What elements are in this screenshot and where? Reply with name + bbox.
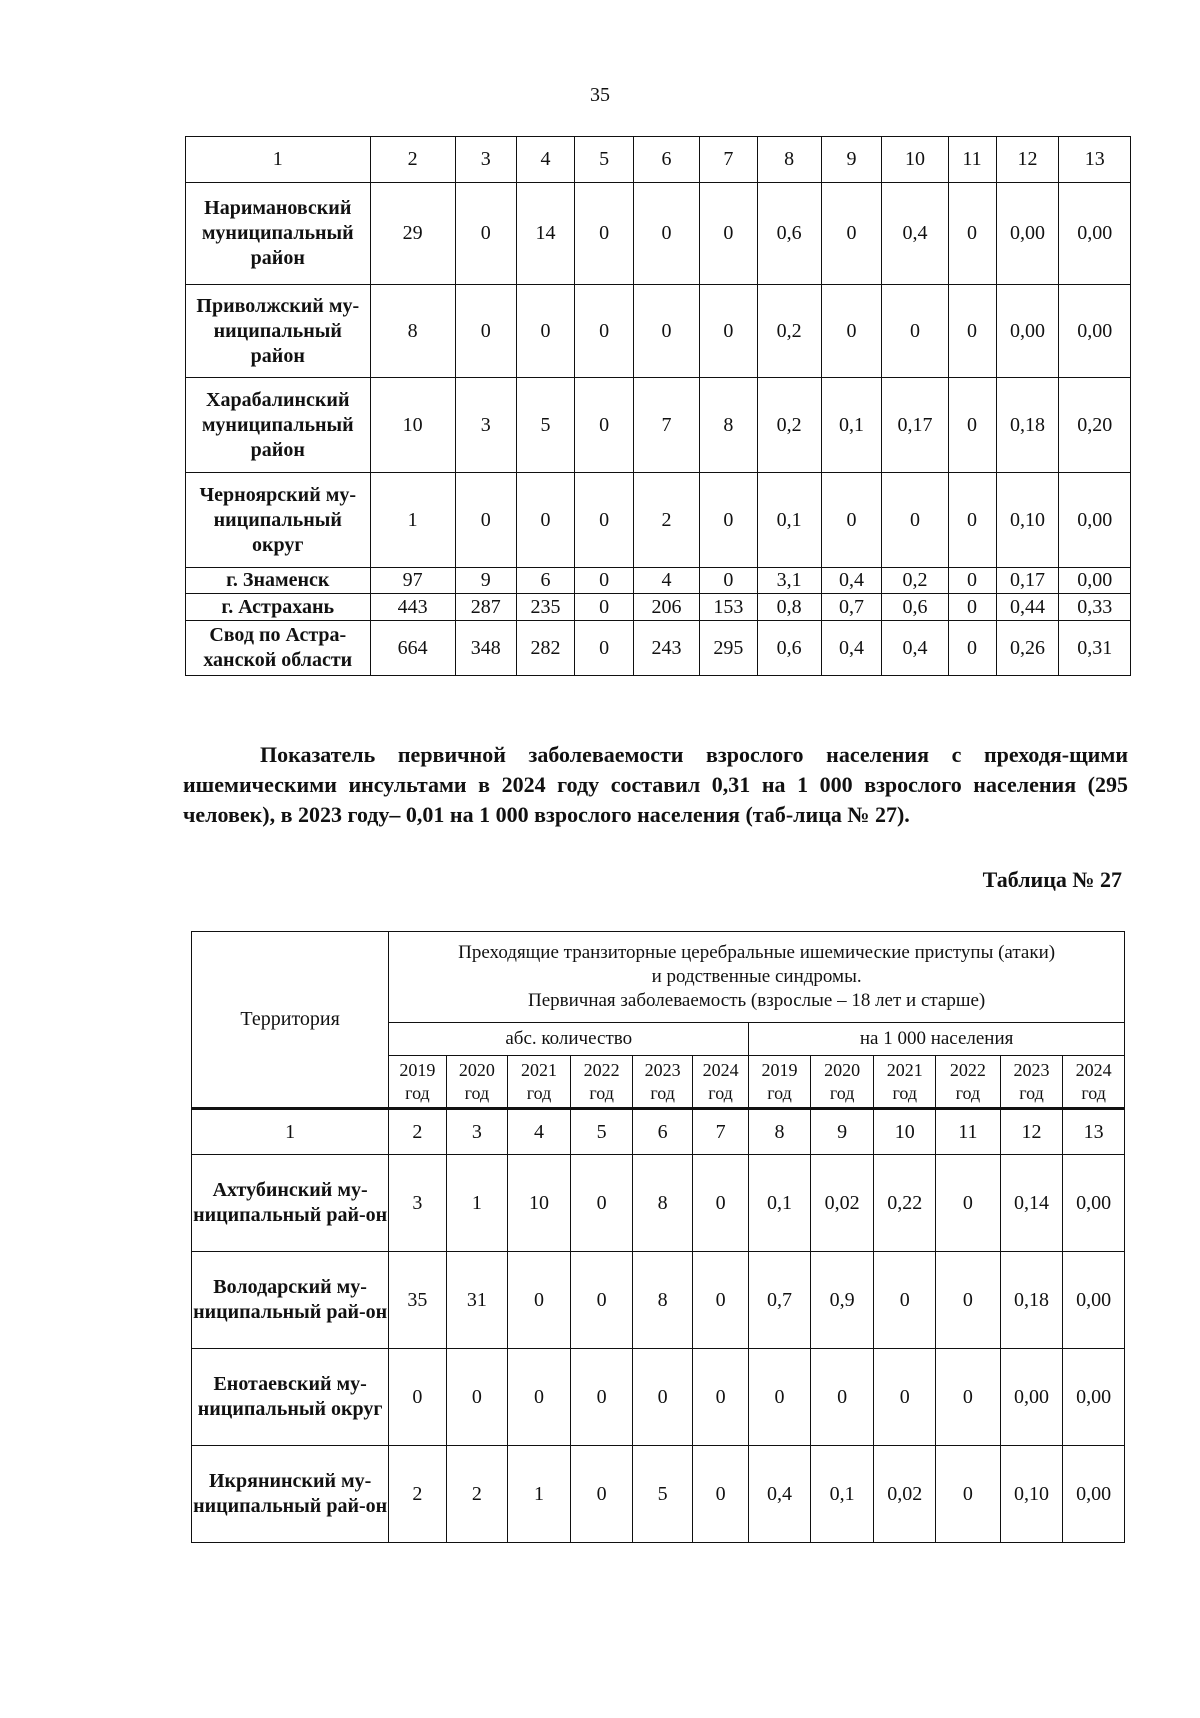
- value-cell: 0: [948, 568, 996, 594]
- value-cell: 0: [575, 378, 634, 473]
- value-cell: 0: [948, 183, 996, 285]
- per-1000-header: на 1 000 населения: [749, 1023, 1125, 1056]
- year-header: [749, 1056, 811, 1109]
- year-header: [1063, 1056, 1125, 1109]
- value-cell: 0,00: [1059, 568, 1131, 594]
- value-cell: 0,1: [821, 378, 882, 473]
- value-cell: 1: [508, 1446, 571, 1543]
- column-number: 2: [389, 1109, 446, 1155]
- value-cell: 4: [633, 568, 699, 594]
- year-value: 2023: [1013, 1059, 1050, 1080]
- title-line-1: Преходящие транзиторные церебральные ишемические приступы (атаки): [458, 942, 1056, 963]
- value-cell: 0,22: [874, 1155, 936, 1252]
- value-cell: 0: [570, 1446, 633, 1543]
- value-cell: 9: [455, 568, 516, 594]
- column-number: 6: [633, 137, 699, 183]
- value-cell: 153: [700, 594, 758, 621]
- value-cell: 0,44: [996, 594, 1059, 621]
- column-number: 1: [186, 137, 371, 183]
- value-cell: 0,00: [1063, 1252, 1125, 1349]
- territory-cell: Енотаевский му-ниципальный округ: [192, 1349, 389, 1446]
- column-number: 7: [692, 1109, 748, 1155]
- value-cell: 0: [570, 1349, 633, 1446]
- year-suffix: год: [589, 1082, 614, 1103]
- page-number: 35: [590, 84, 610, 106]
- year-header: [508, 1056, 571, 1109]
- table-row: [186, 568, 1131, 594]
- table-row: [186, 594, 1131, 621]
- value-cell: 0,17: [996, 568, 1059, 594]
- value-cell: 0,00: [1059, 285, 1131, 378]
- territory-cell: Харабалинский муниципальный район: [186, 378, 371, 473]
- year-suffix: год: [955, 1082, 981, 1103]
- year-suffix: год: [464, 1082, 490, 1103]
- value-cell: 0: [633, 183, 699, 285]
- year-value: 2020: [458, 1059, 495, 1080]
- value-cell: 0: [874, 1349, 936, 1446]
- value-cell: 0,14: [1000, 1155, 1063, 1252]
- value-cell: 8: [370, 285, 455, 378]
- value-cell: 1: [370, 473, 455, 568]
- value-cell: 3: [455, 378, 516, 473]
- value-cell: 0,2: [882, 568, 948, 594]
- column-number: 4: [516, 137, 575, 183]
- year-header: [633, 1056, 692, 1109]
- year-value: 2021: [886, 1059, 923, 1080]
- year-suffix: год: [708, 1082, 733, 1103]
- column-number: 13: [1063, 1109, 1125, 1155]
- value-cell: 0,2: [757, 378, 821, 473]
- year-suffix: год: [405, 1082, 430, 1103]
- value-cell: 0,00: [996, 183, 1059, 285]
- territory-cell: Икрянинский му-ниципальный рай-он: [192, 1446, 389, 1543]
- value-cell: 0,8: [757, 594, 821, 621]
- value-cell: 0: [948, 594, 996, 621]
- value-cell: 0,17: [882, 378, 948, 473]
- value-cell: 0,02: [874, 1446, 936, 1543]
- year-suffix: год: [767, 1082, 792, 1103]
- column-number: 11: [948, 137, 996, 183]
- value-cell: 0: [700, 285, 758, 378]
- value-cell: 14: [516, 183, 575, 285]
- value-cell: 348: [455, 621, 516, 676]
- value-cell: 29: [370, 183, 455, 285]
- value-cell: 35: [389, 1252, 446, 1349]
- table-row: [192, 1446, 1125, 1543]
- value-cell: 0: [948, 285, 996, 378]
- column-number: 10: [882, 137, 948, 183]
- value-cell: 0,4: [821, 568, 882, 594]
- value-cell: 0,00: [1063, 1155, 1125, 1252]
- territory-cell: Черноярский му-ниципальный округ: [186, 473, 371, 568]
- value-cell: 0: [936, 1155, 1001, 1252]
- value-cell: 31: [446, 1252, 508, 1349]
- value-cell: 443: [370, 594, 455, 621]
- column-number: 6: [633, 1109, 692, 1155]
- value-cell: 0,6: [882, 594, 948, 621]
- column-number-row: [192, 1109, 1125, 1155]
- value-cell: 10: [370, 378, 455, 473]
- value-cell: 0: [948, 378, 996, 473]
- title-line-3: Первичная заболеваемость (взрослые – 18 лет и старше): [527, 990, 986, 1011]
- value-cell: 0,18: [996, 378, 1059, 473]
- year-header: [810, 1056, 874, 1109]
- value-cell: 0: [575, 473, 634, 568]
- value-cell: 0: [948, 473, 996, 568]
- value-cell: 0: [446, 1349, 508, 1446]
- year-header: [570, 1056, 633, 1109]
- table-row: [186, 285, 1131, 378]
- value-cell: 0,9: [810, 1252, 874, 1349]
- year-value: 2022: [949, 1059, 986, 1080]
- value-cell: 0: [882, 285, 948, 378]
- year-suffix: год: [526, 1082, 552, 1103]
- value-cell: 0,2: [757, 285, 821, 378]
- column-number: 12: [996, 137, 1059, 183]
- value-cell: 0,26: [996, 621, 1059, 676]
- year-value: 2024: [702, 1059, 739, 1080]
- value-cell: 0: [455, 285, 516, 378]
- value-cell: 0: [692, 1252, 748, 1349]
- value-cell: 0,00: [996, 285, 1059, 378]
- value-cell: 0,00: [1000, 1349, 1063, 1446]
- value-cell: 0,00: [1063, 1349, 1125, 1446]
- value-cell: 3: [389, 1155, 446, 1252]
- table-row: [192, 1155, 1125, 1252]
- column-number: 12: [1000, 1109, 1063, 1155]
- year-suffix: год: [1081, 1082, 1106, 1103]
- column-number: 9: [821, 137, 882, 183]
- table-row: [186, 621, 1131, 676]
- value-cell: 0,7: [749, 1252, 811, 1349]
- value-cell: 0,31: [1059, 621, 1131, 676]
- territory-cell: Свод по Астра-ханской области: [186, 621, 371, 676]
- year-header: [1000, 1056, 1063, 1109]
- column-number: 11: [936, 1109, 1001, 1155]
- year-header: [692, 1056, 748, 1109]
- value-cell: 0,6: [757, 183, 821, 285]
- year-header: [446, 1056, 508, 1109]
- column-number: 3: [455, 137, 516, 183]
- value-cell: 0,33: [1059, 594, 1131, 621]
- table-continuation: [185, 136, 1131, 676]
- column-number: 5: [570, 1109, 633, 1155]
- value-cell: 282: [516, 621, 575, 676]
- table-row: [186, 473, 1131, 568]
- year-header: [874, 1056, 936, 1109]
- value-cell: 0: [570, 1252, 633, 1349]
- value-cell: 0,00: [1059, 183, 1131, 285]
- year-value: 2022: [583, 1059, 620, 1080]
- value-cell: 0: [700, 183, 758, 285]
- value-cell: 0,20: [1059, 378, 1131, 473]
- column-number: 7: [700, 137, 758, 183]
- value-cell: 0,4: [882, 183, 948, 285]
- column-number: 4: [508, 1109, 571, 1155]
- value-cell: 0,1: [810, 1446, 874, 1543]
- value-cell: 0: [821, 183, 882, 285]
- value-cell: 6: [516, 568, 575, 594]
- value-cell: 0: [455, 183, 516, 285]
- column-number-row: [186, 137, 1131, 183]
- column-number: 5: [575, 137, 634, 183]
- value-cell: 2: [633, 473, 699, 568]
- value-cell: 0: [936, 1446, 1001, 1543]
- year-suffix: год: [829, 1082, 855, 1103]
- value-cell: 0,02: [810, 1155, 874, 1252]
- value-cell: 0: [508, 1252, 571, 1349]
- value-cell: 7: [633, 378, 699, 473]
- territory-header: Территория: [192, 932, 389, 1109]
- territory-cell: Приволжский му-ниципальный район: [186, 285, 371, 378]
- value-cell: 0,00: [1059, 473, 1131, 568]
- value-cell: 0: [700, 473, 758, 568]
- value-cell: 0: [455, 473, 516, 568]
- table-row: [186, 183, 1131, 285]
- value-cell: 0: [575, 285, 634, 378]
- value-cell: 0: [570, 1155, 633, 1252]
- column-number: 3: [446, 1109, 508, 1155]
- value-cell: 287: [455, 594, 516, 621]
- territory-cell: Ахтубинский му-ниципальный рай-он: [192, 1155, 389, 1252]
- value-cell: 0: [821, 285, 882, 378]
- table-row: [192, 1252, 1125, 1349]
- value-cell: 0: [633, 1349, 692, 1446]
- value-cell: 1: [446, 1155, 508, 1252]
- value-cell: 0,6: [757, 621, 821, 676]
- territory-cell: г. Астрахань: [186, 594, 371, 621]
- value-cell: 295: [700, 621, 758, 676]
- value-cell: 0: [692, 1349, 748, 1446]
- value-cell: 0: [821, 473, 882, 568]
- value-cell: 0: [692, 1155, 748, 1252]
- value-cell: 0,18: [1000, 1252, 1063, 1349]
- column-number: 10: [874, 1109, 936, 1155]
- value-cell: 0,7: [821, 594, 882, 621]
- table-row: [186, 378, 1131, 473]
- value-cell: 0: [700, 568, 758, 594]
- value-cell: 0: [692, 1446, 748, 1543]
- value-cell: 3,1: [757, 568, 821, 594]
- year-suffix: год: [650, 1082, 675, 1103]
- value-cell: 0,1: [757, 473, 821, 568]
- value-cell: 8: [700, 378, 758, 473]
- table-27: [191, 931, 1125, 1543]
- value-cell: 97: [370, 568, 455, 594]
- territory-cell: Володарский му-ниципальный рай-он: [192, 1252, 389, 1349]
- abs-count-header: абс. количество: [389, 1023, 749, 1056]
- territory-cell: г. Знаменск: [186, 568, 371, 594]
- value-cell: 0: [575, 568, 634, 594]
- value-cell: 664: [370, 621, 455, 676]
- table-caption: Таблица № 27: [982, 867, 1122, 892]
- value-cell: 0,1: [749, 1155, 811, 1252]
- value-cell: 0,00: [1063, 1446, 1125, 1543]
- value-cell: 0: [948, 621, 996, 676]
- value-cell: 0: [810, 1349, 874, 1446]
- value-cell: 0: [389, 1349, 446, 1446]
- column-number: 8: [749, 1109, 811, 1155]
- table-row: [192, 1349, 1125, 1446]
- value-cell: 0: [516, 285, 575, 378]
- column-number: 13: [1059, 137, 1131, 183]
- body-paragraph: Показатель первичной заболеваемости взрослого населения с преходя-щими ишемическими инсультами в 2024 году составил 0,31 на 1 000 взрослого населения (295 человек), в 2023 году– 0,01 на 1 000 взрослого населения (таб-лица № 27).: [183, 742, 1128, 827]
- year-value: 2024: [1075, 1059, 1112, 1080]
- value-cell: 0,4: [821, 621, 882, 676]
- value-cell: 8: [633, 1252, 692, 1349]
- title-line-2: и родственные синдромы.: [651, 966, 862, 987]
- year-value: 2021: [520, 1059, 557, 1080]
- value-cell: 243: [633, 621, 699, 676]
- value-cell: 0: [874, 1252, 936, 1349]
- value-cell: 0: [575, 621, 634, 676]
- value-cell: 0: [508, 1349, 571, 1446]
- year-value: 2020: [824, 1059, 861, 1080]
- value-cell: 10: [508, 1155, 571, 1252]
- column-number: 2: [370, 137, 455, 183]
- table-title-header: [389, 932, 1125, 1023]
- value-cell: 0: [936, 1349, 1001, 1446]
- value-cell: 206: [633, 594, 699, 621]
- value-cell: 235: [516, 594, 575, 621]
- value-cell: 8: [633, 1155, 692, 1252]
- value-cell: 0: [575, 183, 634, 285]
- column-number: 9: [810, 1109, 874, 1155]
- value-cell: 0: [633, 285, 699, 378]
- value-cell: 5: [633, 1446, 692, 1543]
- value-cell: 0: [516, 473, 575, 568]
- value-cell: 2: [389, 1446, 446, 1543]
- value-cell: 2: [446, 1446, 508, 1543]
- value-cell: 5: [516, 378, 575, 473]
- year-header: [389, 1056, 446, 1109]
- value-cell: 0,10: [1000, 1446, 1063, 1543]
- value-cell: 0: [882, 473, 948, 568]
- value-cell: 0: [936, 1252, 1001, 1349]
- column-number: 1: [192, 1109, 389, 1155]
- value-cell: 0,10: [996, 473, 1059, 568]
- value-cell: 0: [749, 1349, 811, 1446]
- year-value: 2019: [761, 1059, 798, 1080]
- year-value: 2023: [644, 1059, 681, 1080]
- year-suffix: год: [892, 1082, 918, 1103]
- year-value: 2019: [399, 1059, 436, 1080]
- value-cell: 0: [575, 594, 634, 621]
- value-cell: 0,4: [882, 621, 948, 676]
- value-cell: 0,4: [749, 1446, 811, 1543]
- year-header: [936, 1056, 1001, 1109]
- territory-cell: Наримановский муниципальный район: [186, 183, 371, 285]
- column-number: 8: [757, 137, 821, 183]
- year-suffix: год: [1019, 1082, 1044, 1103]
